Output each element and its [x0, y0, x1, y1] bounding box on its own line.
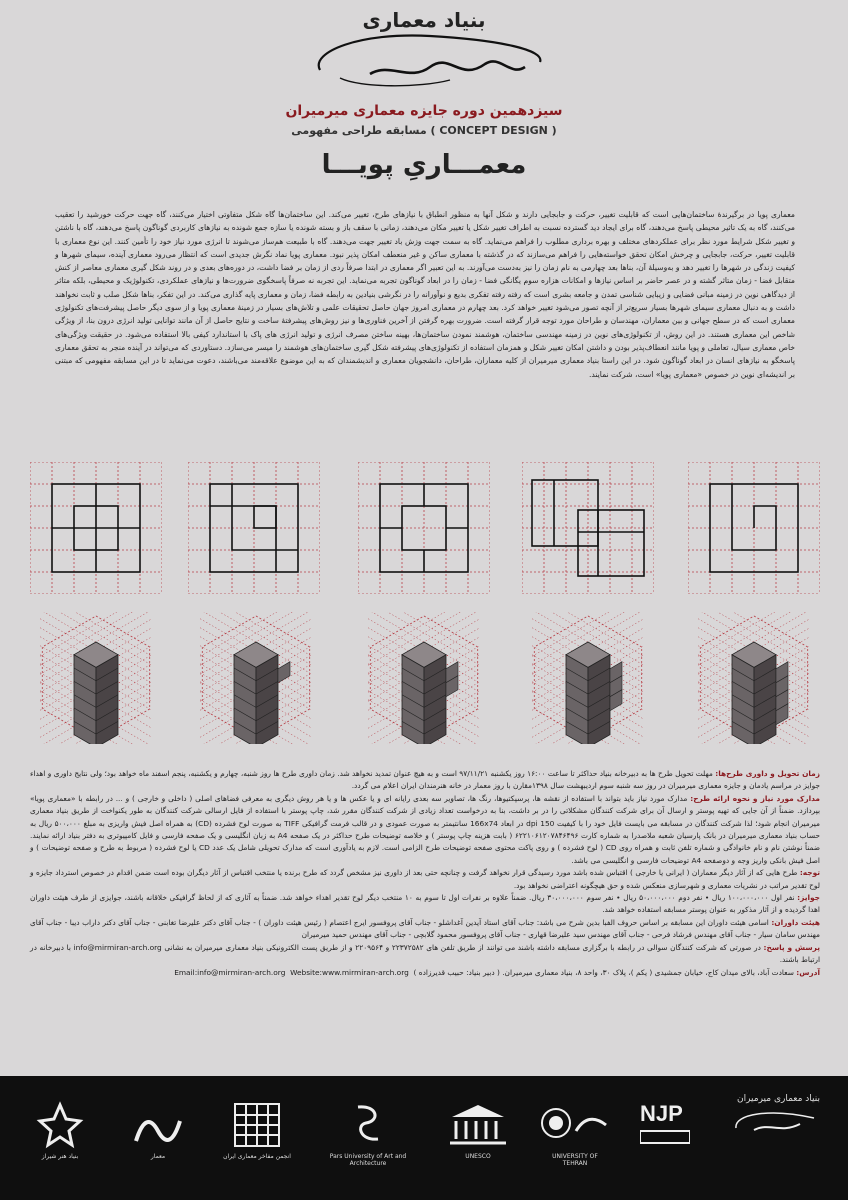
- competition-subtitle: مسابقه طراحی مفهومی ( CONCEPT DESIGN ): [291, 124, 557, 137]
- org-title: بنیاد معماری: [362, 8, 486, 32]
- contact-line: آدرس: سعادت آباد، بالای میدان کاج، خیابان جمشیدی ( یکم )، پلاک ۳۰، واحد ۸، بنیاد معماری میرمیران. ( دبیر بنیاد: حبیب قدیرزاده ) Email:info@mirmiran-arch.org Website:www.mirmiran-arch.org: [174, 967, 820, 977]
- grid-pattern-icon: [232, 1101, 282, 1149]
- rule-prizes: جوایز: نفر اول ۱۰۰،۰۰۰،۰۰۰ ریال • نفر دوم ۵۰،۰۰۰،۰۰۰ ریال • نفر سوم ۳۰،۰۰۰،۰۰۰ ریال. ضمناً علاوه بر نفرات اول تا سوم به ۱۰ منتخب دیگر لوح تقدیر اهداء خواهد شد. ضمناً به آثاری که از لحاظ گرافیکی خلاقانه باشند، جوایزی از طرف هیئت داوران اهدا گردیده و از آثار مذکور به عنوان پوستر مسابقه استفاده خواهد شد.: [30, 893, 820, 915]
- poster-header: [0, 0, 848, 200]
- magazine-mark-icon: [132, 1101, 184, 1149]
- iran-architects-society-logo: انجمن مفاخر معماری ایران: [232, 1101, 282, 1153]
- tower-left-face: [234, 655, 256, 744]
- plan-diagrams-row: [0, 462, 848, 602]
- intro-paragraph: معماری پویا در برگیرندهٔ ساختمان‌هایی است که قابلیت تغییر، حرکت و جابجایی دارند و شکل آنها به منظور انطباق با نیازهای طرح، تغییر می‌کند. این ساختمان‌ها گاه شکل متفاوتی اختیار می‌کنند، گاه جهت حرکت خورشید را تعقیب می‌کنند، گاه به یک تاثیر محیطی پاسخ می‌دهند، گاه برای ایجاد دید گسترده نسبت به اطراف تغییر شکل یا تغییر مکان می‌دهند، زمانی با سقف باز و بسته شونده یا سازه جمع شونده به نیازهای کاربردی گوناگون پاسخ می‌دهند، گاه با ناشتن و تغییر شکل شرایط مورد نظر برای عملکردهای مختلف و بهره برداری مطلوب را فراهم می‌نماید. گاه به سمت جهت وزش باد تغییر جهت می‌دهند. گاه با طبیعت هم‌ساز می‌شوند تا انرژی مورد نیاز خود را تأمین کنند. این نوع معماری با قابلیت تغییر، حرکت، جابجایی و چرخش امکان تحقق خواسته‌هایی را فراهم می‌سازند که در گذشته با معماری ساکن و غیر منعطف امکان پذیر نبود. معماری پویا نماد نگرش جدیدی است که انتظار می‌رود معماری آینده، سیمای شهرها و کیفیت زندگی در شهرها را تغییر دهد و به‌وسیلهٔ آن، بناها بعد چهارمی به نام زمان را نیز به‌دست می‌آورند. به این تعبیر اگر معماری در ابتدا صرفاً ردی از زمان بر فضا داشت، در دوره‌های بعدی و در روند شکل گیری معماری معاصر از کنش متقابل فضا - زمان متاثر گشته و در عصر حاضر بر اساس نیازها و امکانات هزاره سوم یگانگی فضا - زمان را در ابعاد گوناگون تجربه می‌نماید. این تجربه نه صرفاً پاسخگوی ضرورت‌ها و نیاز‌های عملکردی، تکنولوژیک و محیطی، بلکه متاثر از دیدگاهی نوین در زمینه مبانی فضایی و زیبایی شناسی تمدن و جامعه بشری است که رفته رفته تفکری بدیع و نوآورانه را در نگرشی بنیادین به رابطه فضا، زمان و معماری پایه گذاری می‌کند. در این تفکر، بناها شکل صلب و ثابت نخواهند داشت و به دنبال معماری سیمای شهرها بسیار سریع‌تر از آنچه تصور می‌شود تغییر خواهد کرد. بعد چهارم در معماری امروز جهان حاصل تحقیقات علمی و تلاش‌های بسیار در زمینهٔ معماری پویا و از سوی دیگر حاصل پیشرفت‌های تکنولوژی معماری است که در سطح جهانی و بین معماران، مهندسان و طراحان مورد توجه قرار گرفته است. ضرورت بهره گرفتن از آخرین فناوری‌ها و نیز روش‌های پیشرفتهٔ ساخت و نتایج حاصل از آن مانند توانایی تولید انرژی درون بنا، از ویژگی شاخص این معماری هستند. در این روش، از تکنولوژی‌های نوین در زمینه مهندسی ساختمان، هوشمند نمودن ساختمان‌ها، بهینه ساختن مصرف انرژی و تولید انرژی های پاک با استاندارد کیفی بالا استفاده می‌شود. در حقیقت ویژگی‌های خاص معماری سیال، تعاملی و پویا مانند انعطاف‌پذیر بودن و داشتن امکان تغییر شکل و همزمان استفاده از تکنولوژی‌های پیشرفته شکل گیری ساختمان‌های هوشمند را میسر می‌سازد. دستاوردی که می‌تواند در آینده منجر به تحقق معماری پاسخگو به نیازهای انسان در ابعاد گوناگون شود. در این راستا بنیاد معماری میرمیران از کلیه معماران، طراحان، دانشجویان معماری و اندیشمندان که به این موضوع علاقه‌مند می‌باشند، دعوت می‌نماید تا در این مسابقه مفهومی که مبتنی بر اندیشه‌ای نوین در خصوص «معماری پویا» است، شرکت نمایند.: [55, 210, 795, 379]
- plan-diagram-4: [522, 462, 654, 594]
- website-link[interactable]: Website:www.mirmiran-arch.org: [290, 967, 409, 977]
- rule-questions: پرسش و پاسخ: در صورتی که شرکت کنندگان سوالی در رابطه با برگزاری مسابقه داشته باشند می توانند از طریق تلفن های ۲۲۳۷۲۵۸۲ و ۲۲۰۹۵۶۴ و از طریق پست الکترونیکی بنیاد معماری میرمیران به نشانی info@mirmiran-arch.org با دبیرخانه در ارتباط باشند.: [30, 942, 820, 965]
- plan-diagram-5: [688, 462, 820, 594]
- mirmiran-foundation-footer-logo: بنیاد معماری میرمیران: [730, 1094, 820, 1142]
- plan-diagram-2: [188, 462, 320, 594]
- temple-icon: [446, 1101, 510, 1149]
- rule-deadline: زمان تحویل و داوری طرح‌ها: مهلت تحویل طرح ها به دبیرخانه بنیاد حداکثر تا ساعت ۱۶:۰۰ روز یکشنبه ۹۷/۱۱/۲۱ است و به هیچ عنوان تمدید نخواهد شد. زمان داوری طرح ها روز شنبه، چهارم و یکشنبه، پنجم اسفند ماه خواهد بود؛ ولی نتایج داوری و اهداء جوایز در مراسم یادمان و جایزه معماری میرمیران در روز سه شنبه سوم اردیبهشت سال ۱۳۹۸مقارن با روز معمار در خانه هنرمندان ایران اعلام می گردد.: [30, 769, 820, 791]
- tower-left-face: [402, 655, 424, 744]
- njp-logo: NJP: [640, 1101, 690, 1151]
- isometric-diagram-2: [190, 612, 322, 744]
- plan-diagram-3: [358, 462, 490, 594]
- rule-documents: مدارک مورد نیاز و نحوه ارائه طرح: مدارک مورد نیاز باید بتواند با استفاده از نقشه ها، پرسپکتیوها، رنگ ها، تصاویر سه بعدی رایانه ای و یا عکس ها و یا هر روش دیگری به معرفی فضاهای اصلی ( داخلی و خارجی ) و ... در رابطه با «معماری پویا» بپردازد. ضمناً از آن جایی که تهیه پوستر و ارسال آن برای شرکت کنندگان مشکلاتی را در بر داشت، بنا به درخواست تعداد زیادی از شرکت کنندگان مقرر شد، چاپ پوستر با استفاده از فایل ارسالی شرکت کنندگان به طور یکنواخت از طریق بنیاد معماری میرمیران انجام شود؛ لذا شرکت کنندگان در مسابقه می بایست فایل خود را با کیفیت 150 dpi در ابعاد 166x74 سانتیمتر به صورت عمودی و در قالب فرمت گرافیکی TIFF به صورت لوح فشرده (CD) به همراه اصل فیش واریزی به مبلغ ۵۰۰،۰۰۰ ریال به حساب بنیاد معماری میرمیران در بانک پارسیان شعبه ملاصدرا به شماره کارت ۶۲۲۱۰۶۱۲۰۷۸۴۶۴۹۶ ( بابت هزینه چاپ پوستر ) و خلاصه توضیحات طرح حداکثر در یک صفحه A4 به زبان انگلیسی و یک صفحه فارسی و فایل کامپیوتری به دفتر بنیاد ارائه نمایند. ضمناً نوشتن نام و نام خانوادگی و شماره تلفن ثابت و همراه روی CD ( لوح فشرده ) و روی پاکت محتوی صفحه توضیحات طرح الزامی است. لازم به یادآوری است که مدارک تحویلی شامل یک عدد CD یا لوح فشرده ( مربوط به طرح و صفحه توضیحات ) و اصل فیش بانکی واریز وجه و دوصفحه A4 توضیحات فارسی و انگلیسی می باشد.: [30, 793, 820, 865]
- isometric-diagrams-row: [0, 612, 848, 752]
- mirmiran-signature-logo: [300, 22, 560, 92]
- pars-emblem-icon: [338, 1101, 398, 1149]
- shiraz-art-foundation-logo: بنیاد هنر شیراز: [36, 1101, 84, 1153]
- isometric-diagram-1: [30, 612, 162, 744]
- star-icon: [36, 1101, 84, 1149]
- isometric-diagram-4: [522, 612, 654, 744]
- memar-magazine-logo: معمار: [132, 1101, 184, 1153]
- njp-bar-icon: [640, 1127, 690, 1147]
- tower-right-face: [96, 655, 118, 744]
- unesco-logo: UNESCO: [446, 1101, 510, 1153]
- tower-right-face: [256, 655, 278, 744]
- competition-title: سیزدهمین دوره جایزه معماری میرمیران: [285, 103, 563, 119]
- isometric-diagram-3: [358, 612, 490, 744]
- tower-right-face: [424, 655, 446, 744]
- tower-right-face: [588, 655, 610, 744]
- main-title: معمـــاریِ پویـــا: [321, 150, 527, 180]
- sponsor-footer: [0, 1076, 848, 1200]
- pars-university-logo: Pars University of Art and Architecture: [338, 1101, 398, 1153]
- university-seal-icon: [540, 1101, 610, 1149]
- rule-notice: توجه: طرح هایی که از آثار دیگر معماران ( ایرانی یا خارجی ) اقتباس شده باشد مورد رسیدگی قرار نخواهد گرفت و چنانچه حتی بعد از داوری نیز مشخص گردد که طرح برنده یا منتخب اقتباس از آثار دیگران بوده است ضمن اقدام در خصوص استرداد جایزه و لوح تقدیر مراتب در نشریات معماری و شهرسازی منعکس شده و حق هیچگونه اعتراضی نخواهد بود.: [30, 868, 820, 890]
- plan-diagram-1: [30, 462, 162, 594]
- tower-left-face: [566, 655, 588, 744]
- signature-icon: [730, 1104, 820, 1138]
- rule-jury: هیئت داوران: اسامی هیئت داوران این مسابقه بر اساس حروف الفبا بدین شرح می باشد: جناب آقای استاد آیدین آغداشلو - جناب آقای پروفسور ایرج اعتصام ( رئیس هیئت داوران ) - جناب آقای دکتر علیرضا تغابنی - جناب آقای دکتر داراب دیبا - جناب آقای مهندس سامان سیار - جناب آقای مهندس فرشاد فرحی - جناب آقای مهندس سید علیرضا قهاری - جناب آقای پروفسور محمود گلابچی - جناب آقای مهندس حمید میرمیران: [30, 917, 820, 940]
- rules-section: [30, 768, 820, 979]
- email-link[interactable]: Email:info@mirmiran-arch.org: [174, 967, 286, 977]
- isometric-diagram-5: [688, 612, 820, 744]
- tower-left-face: [74, 655, 96, 744]
- university-of-tehran-logo: UNIVERSITY OF TEHRAN: [540, 1101, 610, 1153]
- tower-right-face: [754, 655, 776, 744]
- tower-left-face: [732, 655, 754, 744]
